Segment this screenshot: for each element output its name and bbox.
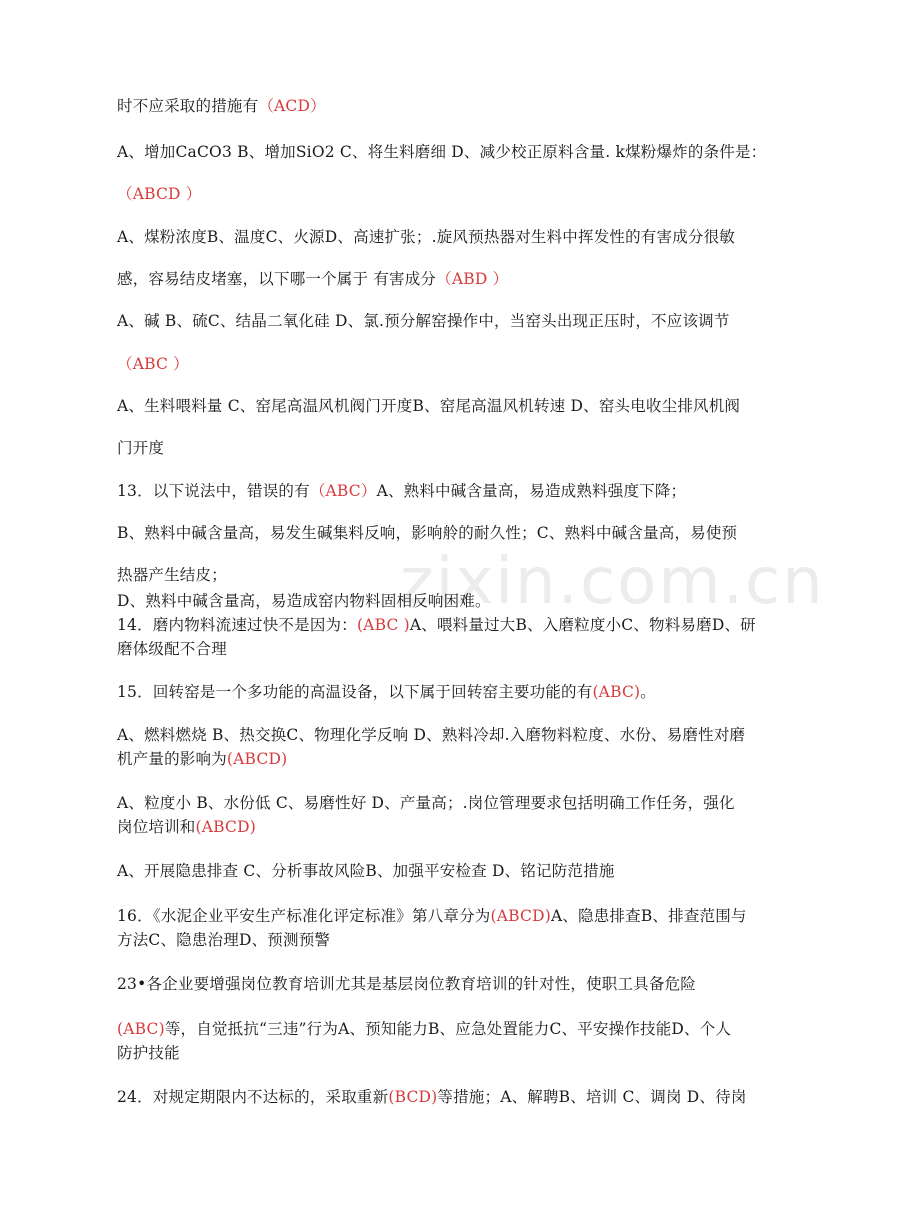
- text-line-content: 14．磨内物料流速过快不是因为：: [117, 616, 357, 634]
- text-line-content: 防护技能: [117, 1044, 180, 1062]
- text-line: [117, 395, 740, 417]
- text-line: [117, 748, 287, 770]
- text-line-continuation: A、熟料中碱含量高，易造成熟料强度下降；: [376, 482, 687, 500]
- text-line: [117, 522, 737, 544]
- text-line: [117, 226, 735, 248]
- text-line-content: 15．回转窑是一个多功能的高温设备，以下属于回转窑主要功能的有: [117, 683, 593, 701]
- text-line: [117, 268, 508, 290]
- answer-key: (ABC): [117, 1020, 165, 1038]
- text-line: [117, 929, 330, 951]
- text-line-content: 机产量的影响为: [117, 750, 227, 768]
- answer-key: （ABC ）: [117, 355, 189, 373]
- text-line-continuation: A、隐患排查B、排查范围与: [550, 907, 747, 925]
- text-line-continuation: 等措施；A、解聘B、培训 C、调岗 D、待岗: [437, 1088, 747, 1106]
- text-line-content: 24．对规定期限内不达标的，采取重新: [117, 1088, 389, 1106]
- text-line: [117, 480, 686, 502]
- text-line: [117, 590, 491, 612]
- answer-key: (ABCD): [490, 907, 551, 925]
- text-line: [117, 638, 227, 660]
- answer-key: (ABCD): [195, 818, 256, 836]
- text-line-content: 感，容易结皮堵塞，以下哪一个属于 有害成分: [117, 270, 437, 288]
- text-line-content: 13．以下说法中，错误的有: [117, 482, 310, 500]
- answer-key: （ABC）: [309, 482, 377, 500]
- text-line-continuation: 等，自觉抵抗“三违”行为A、预知能力B、应急处置能力C、平安操作技能D、个人: [164, 1020, 732, 1038]
- answer-key: (ABC): [592, 683, 641, 701]
- text-line: [117, 792, 735, 814]
- text-line: [117, 437, 164, 459]
- text-line-continuation: A、喂料量过大B、入磨粒度小C、物料易磨D、研: [409, 616, 756, 634]
- watermark: zixin.com.cn: [400, 545, 825, 619]
- text-line-content: 方法C、隐患治理D、预测预警: [117, 931, 331, 949]
- text-line-content: 磨体级配不合理: [117, 640, 227, 658]
- text-line-content: 23•各企业要增强岗位教育培训尤其是基层岗位教育培训的针对性，使职工具备危险: [117, 975, 696, 993]
- text-line: [117, 1042, 180, 1064]
- text-line: [117, 973, 696, 995]
- text-line: [117, 564, 227, 586]
- text-line-content: A、生料喂料量 C、窑尾高温风机阀门开度B、窑尾高温风机转速 D、窑头电收尘排风机阀: [117, 397, 741, 415]
- text-line: [117, 681, 656, 703]
- text-line: [117, 614, 756, 636]
- text-line: [117, 95, 326, 117]
- text-line: [117, 816, 256, 838]
- text-line-content: A、开展隐患排查 C、分析事故风险B、加强平安检查 D、铭记防范措施: [117, 862, 615, 880]
- text-line-content: 时不应采取的措施有: [117, 97, 259, 115]
- answer-key: （ABD ）: [436, 270, 509, 288]
- answer-key: (ABCD): [226, 750, 288, 768]
- answer-key: (BCD): [388, 1088, 438, 1106]
- text-line: [117, 860, 615, 882]
- text-line-content: A、燃料燃烧 B、热交换C、物理化学反响 D、熟料冷却.入磨物料粒度、水份、易磨性对磨: [117, 726, 746, 744]
- text-line: [117, 724, 745, 746]
- text-line-content: 岗位培训和: [117, 818, 196, 836]
- text-line-content: 16．《水泥企业平安生产标准化评定标准》第八章分为: [117, 907, 491, 925]
- text-line: [117, 1086, 747, 1108]
- text-line-content: 热器产生结皮；: [117, 566, 227, 584]
- text-line-content: A、增加CaCO3 B、增加SiO2 C、将生料磨细 D、减少校正原料含量. k煤粉爆炸的条件是：: [117, 143, 767, 161]
- text-line-content: A、粒度小 B、水份低 C、易磨性好 D、产量高；.岗位管理要求包括明确工作任务，强化: [117, 794, 735, 812]
- text-line: [117, 183, 202, 205]
- answer-key: （ACD）: [258, 97, 326, 115]
- text-line-content: A、碱 B、硫C、结晶二氧化硅 D、氯.预分解窑操作中，当窑头出现正压时，不应该调节: [117, 312, 730, 330]
- text-line-continuation: 。: [640, 683, 656, 701]
- text-line: [117, 1018, 731, 1040]
- text-line-content: A、煤粉浓度B、温度C、火源D、高速扩张；.旋风预热器对生料中挥发性的有害成分很敏: [117, 228, 736, 246]
- text-line-content: 门开度: [117, 439, 165, 457]
- text-line: [117, 353, 189, 375]
- text-line: [117, 141, 766, 163]
- answer-key: (ABC ): [356, 616, 410, 634]
- answer-key: （ABCD ）: [117, 185, 202, 203]
- text-line: [117, 310, 730, 332]
- text-line: [117, 905, 747, 927]
- text-line-content: D、熟料中碱含量高，易造成窑内物料固相反响困难。: [117, 592, 491, 610]
- text-line-content: B、熟料中碱含量高，易发生碱集料反响，影响舲的耐久性；C、熟料中碱含量高，易使预: [117, 524, 738, 542]
